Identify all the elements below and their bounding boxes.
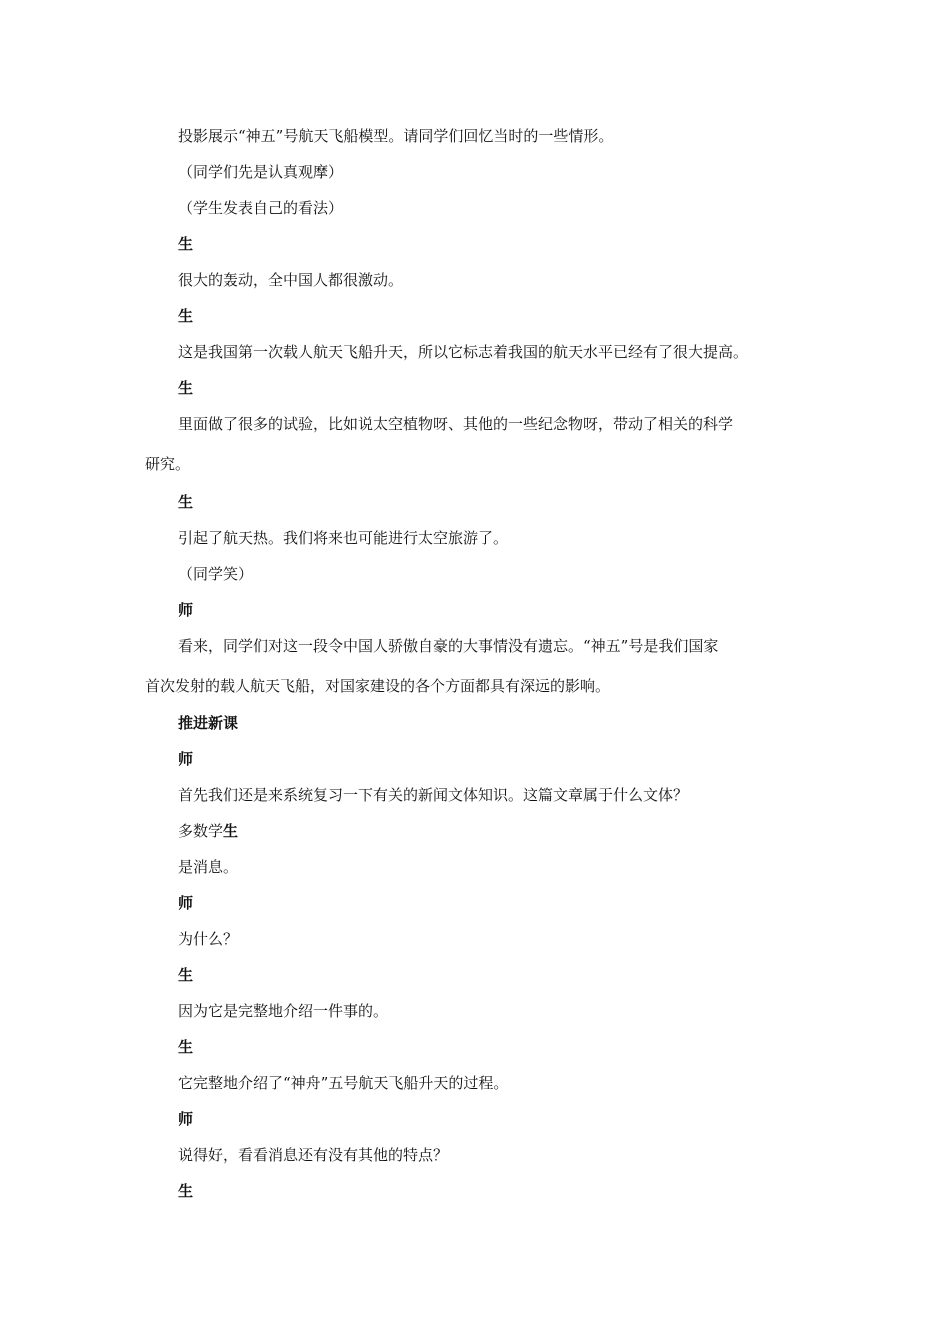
speaker-label: 生 [178,966,194,984]
text-line: 因为它是完整地介绍一件事的。 [178,1002,389,1020]
text-line: 里面做了很多的试验，比如说太空植物呀、其他的一些纪念物呀，带动了相关的科学 [178,415,734,433]
text-line: 引起了航天热。我们将来也可能进行太空旅游了。 [178,529,509,547]
text-line: 说得好，看看消息还有没有其他的特点？ [178,1146,449,1164]
text-line: 很大的轰动，全中国人都很激动。 [178,271,404,289]
stage-direction: （同学们先是认真观摩） [178,163,344,181]
speaker-label: 生 [178,379,194,397]
speaker-label: 生 [178,1038,194,1056]
text-line: 是消息。 [178,858,239,876]
speaker-label: 生 [178,493,194,511]
speaker-label: 师 [178,1110,194,1128]
speaker-label-mixed [178,821,238,841]
text-line-continuation: 首次发射的载人航天飞船，对国家建设的各个方面都具有深远的影响。 [145,677,611,695]
section-heading: 推进新课 [178,714,239,732]
speaker-label: 生 [178,307,194,325]
speaker-label: 生 [178,1182,194,1200]
speaker-label: 生 [178,235,194,253]
text-line-continuation: 研究。 [145,455,191,473]
text-line: 看来，同学们对这一段令中国人骄傲自豪的大事情没有遗忘。“神五”号是我们国家 [178,637,719,655]
speaker-label: 师 [178,601,194,619]
text-line: 这是我国第一次载人航天飞船升天，所以它标志着我国的航天水平已经有了很大提高。 [178,343,749,361]
text-line: 首先我们还是来系统复习一下有关的新闻文体知识。这篇文章属于什么文体？ [178,786,689,804]
speaker-label: 师 [178,750,194,768]
text-line: 投影展示“神五”号航天飞船模型。请同学们回忆当时的一些情形。 [178,127,614,145]
text-line: 为什么？ [178,930,239,948]
speaker-suffix: 生 [223,822,239,840]
speaker-label: 师 [178,894,194,912]
text-line: 它完整地介绍了“神舟”五号航天飞船升天的过程。 [178,1074,509,1092]
stage-direction: （学生发表自己的看法） [178,199,344,217]
speaker-prefix: 多数学 [178,822,224,840]
stage-direction: （同学笑） [178,565,254,583]
